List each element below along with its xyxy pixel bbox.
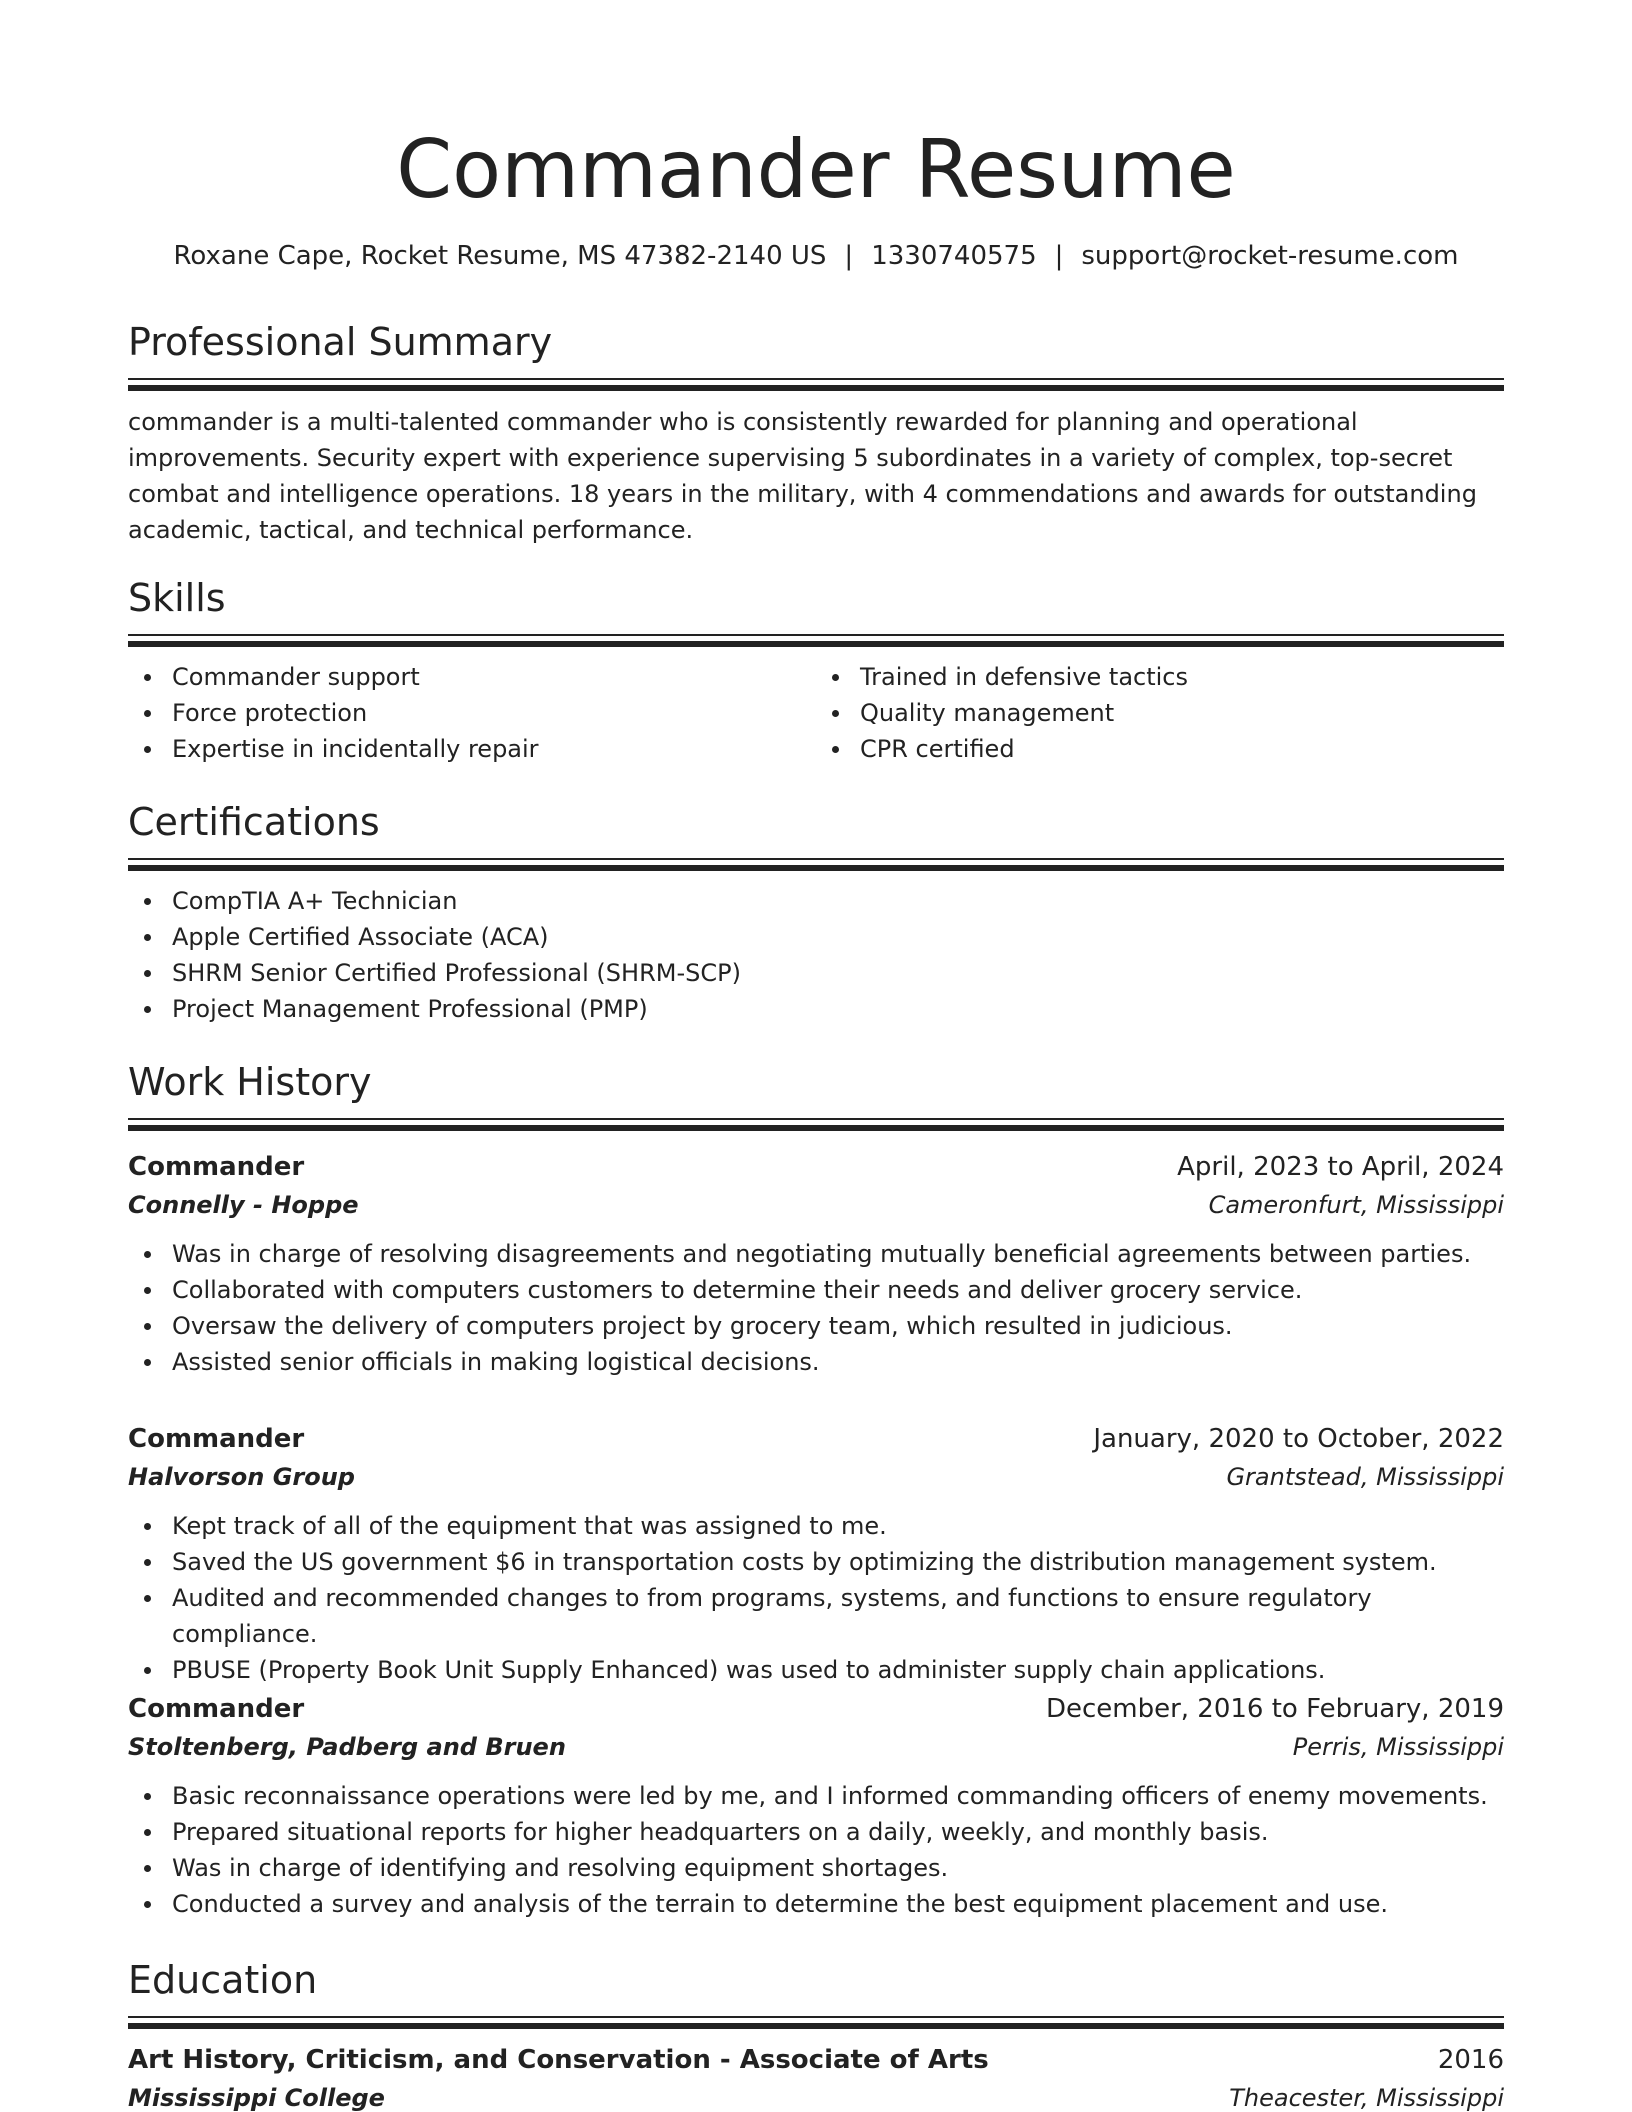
education-school-row	[128, 2079, 1504, 2112]
job-title: Commander	[128, 1424, 305, 1454]
education-year: 2016	[1437, 2045, 1504, 2075]
job-company-row	[128, 1458, 1504, 1496]
job-company: Stoltenberg, Padberg and Bruen	[128, 1733, 566, 1761]
contact-line	[0, 238, 1632, 274]
skill-item: Quality management	[816, 695, 1504, 731]
education-school: Mississippi College	[128, 2084, 385, 2112]
section-divider	[128, 858, 1504, 871]
job-duty: Conducted a survey and analysis of the terrain to determine the best equipment placement and use.	[128, 1886, 1504, 1922]
job-header-row	[128, 1148, 1504, 1186]
resume-title: Commander Resume	[396, 123, 1236, 216]
skills-right-list	[816, 659, 1504, 767]
job-duties-list	[128, 1778, 1504, 1922]
skills-heading: Skills	[128, 576, 226, 620]
job-title: Commander	[128, 1152, 305, 1182]
certification-item: SHRM Senior Certified Professional (SHRM-SCP)	[128, 955, 1504, 991]
education-section	[128, 1954, 1504, 2112]
skill-item: CPR certified	[816, 731, 1504, 767]
job-duty: Was in charge of resolving disagreements and negotiating mutually beneficial agreements between parties.	[128, 1236, 1504, 1272]
job-company-row	[128, 1186, 1504, 1224]
job-duty: Collaborated with computers customers to determine their needs and deliver grocery service.	[128, 1272, 1504, 1308]
job-header-row	[128, 1690, 1504, 1728]
job-duty: Oversaw the delivery of computers project by grocery team, which resulted in judicious.	[128, 1308, 1504, 1344]
work-history-section	[128, 1056, 1504, 1131]
job-location: Cameronfurt, Mississippi	[1208, 1191, 1504, 1219]
contact-separator: |	[844, 241, 854, 271]
job-dates: April, 2023 to April, 2024	[1177, 1152, 1504, 1182]
job-location: Perris, Mississippi	[1292, 1733, 1504, 1761]
certifications-list	[128, 883, 1504, 1027]
education-header-row	[128, 2041, 1504, 2079]
job-entry	[128, 1690, 1504, 1922]
job-location: Grantstead, Mississippi	[1226, 1463, 1504, 1491]
education-heading: Education	[128, 1958, 318, 2002]
job-duty: Basic reconnaissance operations were led by me, and I informed commanding officers of enemy movements.	[128, 1778, 1504, 1814]
certifications-heading: Certifications	[128, 800, 380, 844]
contact-separator: |	[1054, 241, 1064, 271]
section-divider	[128, 634, 1504, 647]
certification-item: CompTIA A+ Technician	[128, 883, 1504, 919]
skills-section	[128, 572, 1504, 767]
job-duty: Prepared situational reports for higher headquarters on a daily, weekly, and monthly basis.	[128, 1814, 1504, 1850]
summary-text: commander is a multi-talented commander who is consistently rewarded for planning and operational improvements. Security expert with experience supervising 5 subordinates in a variety of complex, top-secret combat and intelligence operations. 18 years in the military, with 4 commendations and awards for outstanding academic, tactical, and technical performance.	[128, 408, 1477, 544]
job-company: Connelly - Hoppe	[128, 1191, 359, 1219]
job-duties-list	[128, 1236, 1504, 1380]
education-location: Theacester, Mississippi	[1229, 2084, 1504, 2112]
contact-phone: 1330740575	[871, 241, 1037, 271]
job-duties-list	[128, 1508, 1504, 1688]
certification-item: Project Management Professional (PMP)	[128, 991, 1504, 1027]
skills-left-list	[128, 659, 816, 767]
job-title: Commander	[128, 1694, 305, 1724]
job-duty: Audited and recommended changes to from programs, systems, and functions to ensure regulatory compliance.	[128, 1580, 1504, 1652]
skill-item: Force protection	[128, 695, 816, 731]
section-divider	[128, 1118, 1504, 1131]
skill-item: Trained in defensive tactics	[816, 659, 1504, 695]
job-entry	[128, 1420, 1504, 1688]
job-entry	[128, 1148, 1504, 1380]
work-history-heading: Work History	[128, 1060, 372, 1104]
section-divider	[128, 378, 1504, 391]
job-dates: December, 2016 to February, 2019	[1045, 1694, 1504, 1724]
job-duty: Was in charge of identifying and resolving equipment shortages.	[128, 1850, 1504, 1886]
section-divider	[128, 2016, 1504, 2029]
summary-section	[128, 316, 1504, 548]
job-duty: Saved the US government $6 in transportation costs by optimizing the distribution management system.	[128, 1544, 1504, 1580]
education-degree: Art History, Criticism, and Conservation - Associate of Arts	[128, 2045, 989, 2075]
summary-heading: Professional Summary	[128, 320, 553, 364]
job-company-row	[128, 1728, 1504, 1766]
job-duty: PBUSE (Property Book Unit Supply Enhanced) was used to administer supply chain applications.	[128, 1652, 1504, 1688]
skills-columns	[128, 659, 1504, 767]
job-duty: Assisted senior officials in making logistical decisions.	[128, 1344, 1504, 1380]
contact-address: Roxane Cape, Rocket Resume, MS 47382-2140 US	[173, 241, 827, 271]
skill-item: Commander support	[128, 659, 816, 695]
contact-email: support@rocket-resume.com	[1081, 241, 1459, 271]
skill-item: Expertise in incidentally repair	[128, 731, 816, 767]
job-duty: Kept track of all of the equipment that was assigned to me.	[128, 1508, 1504, 1544]
certifications-section	[128, 796, 1504, 1027]
job-company: Halvorson Group	[128, 1463, 355, 1491]
job-header-row	[128, 1420, 1504, 1458]
job-dates: January, 2020 to October, 2022	[1093, 1424, 1504, 1454]
certification-item: Apple Certified Associate (ACA)	[128, 919, 1504, 955]
